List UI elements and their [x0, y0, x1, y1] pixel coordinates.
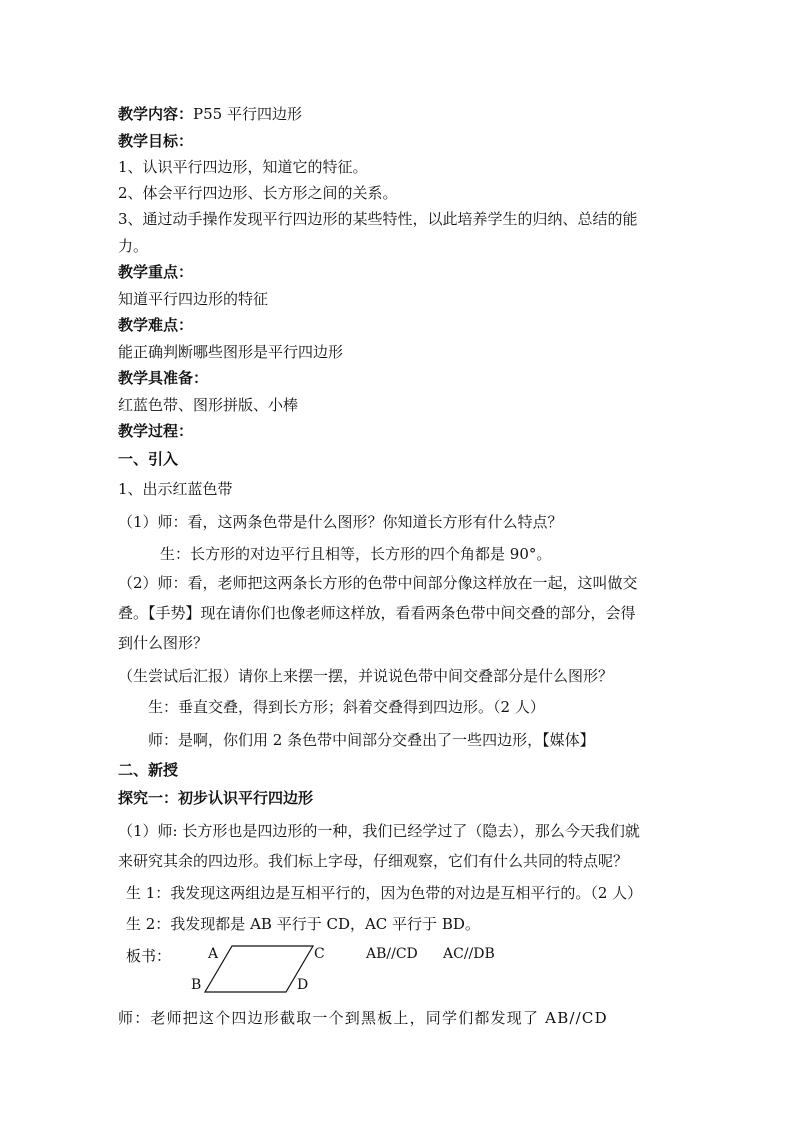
- explore-heading: 探究一：初步认识平行四边形: [118, 789, 314, 807]
- vertex-a-label: A: [208, 946, 219, 962]
- key-points-heading: 教学重点：: [118, 263, 194, 281]
- vertex-b-label: B: [191, 977, 202, 993]
- goal-item: 2、体会平行四边形、长方形之间的关系。: [118, 184, 398, 202]
- teacher-question-continuation: 来研究其余的四边形。我们标上字母，仔细观察，它们有什么共同的特点呢？: [118, 852, 629, 870]
- key-points-text: 知道平行四边形的特征: [118, 290, 269, 308]
- teacher-question: （1）师：看，这两条色带是什么图形？你知道长方形有什么特点？: [118, 513, 563, 531]
- content-value: P55 平行四边形: [193, 105, 302, 123]
- difficulty-text: 能正确判断哪些图形是平行四边形: [118, 343, 344, 361]
- student-answer: 生 2：我发现都是 AB 平行于 CD，AC 平行于 BD。: [126, 915, 480, 933]
- report-prompt: （生尝试后汇报）请你上来摆一摆，并说说色带中间交叠部分是什么图形？: [118, 667, 614, 685]
- content-label: 教学内容：: [118, 105, 194, 123]
- student-answer: 生：垂直交叠，得到长方形；斜着交叠得到四边形。（2 人）: [148, 698, 545, 716]
- materials-text: 红蓝色带、图形拼版、小棒: [118, 396, 299, 414]
- teacher-remark: 师：老师把这个四边形截取一个到黑板上，同学们都发现了 AB//CD: [118, 1009, 608, 1027]
- teacher-question-continuation: 叠。【手势】现在请你们也像老师这样放，看看两条色带中间交叠的部分，会得: [118, 604, 636, 622]
- student-answer: 生：长方形的对边平行且相等，长方形的四个角都是 90°。: [160, 545, 552, 563]
- materials-heading: 教学具准备：: [118, 369, 209, 387]
- difficulty-heading: 教学难点：: [118, 316, 194, 334]
- teacher-question-continuation: 到什么图形？: [118, 634, 209, 652]
- parallel-relation: AB//CD: [366, 946, 418, 962]
- vertex-d-label: D: [297, 977, 309, 993]
- student-answer: 生 1：我发现这两组边是互相平行的，因为色带的对边是互相平行的。（2 人）: [126, 884, 643, 902]
- content-line: [118, 104, 678, 124]
- teacher-remark: 师：是啊，你们用 2 条色带中间部分交叠出了一些四边形，【媒体】: [148, 731, 595, 749]
- section-new-heading: 二、新授: [118, 761, 179, 779]
- goal-item-continuation: 力。: [118, 237, 149, 255]
- process-heading: 教学过程：: [118, 422, 194, 440]
- goal-item: 3、通过动手操作发现平行四边形的某些特性，以此培养学生的归纳、总结的能: [118, 210, 638, 228]
- goals-heading: 教学目标：: [118, 132, 194, 150]
- board-label: 板书：: [126, 947, 172, 965]
- parallel-relation: AC//DB: [443, 946, 495, 962]
- intro-item: 1、出示红蓝色带: [118, 480, 233, 498]
- goal-item: 1、认识平行四边形，知道它的特征。: [118, 158, 368, 176]
- section-intro-heading: 一、引入: [118, 450, 179, 468]
- teacher-question: （1）师: 长方形也是四边形的一种，我们已经学过了（隐去），那么今天我们就: [118, 822, 640, 840]
- vertex-c-label: C: [314, 946, 325, 962]
- teacher-question: （2）师：看，老师把这两条长方形的色带中间部分像这样放在一起，这叫做交: [118, 574, 638, 592]
